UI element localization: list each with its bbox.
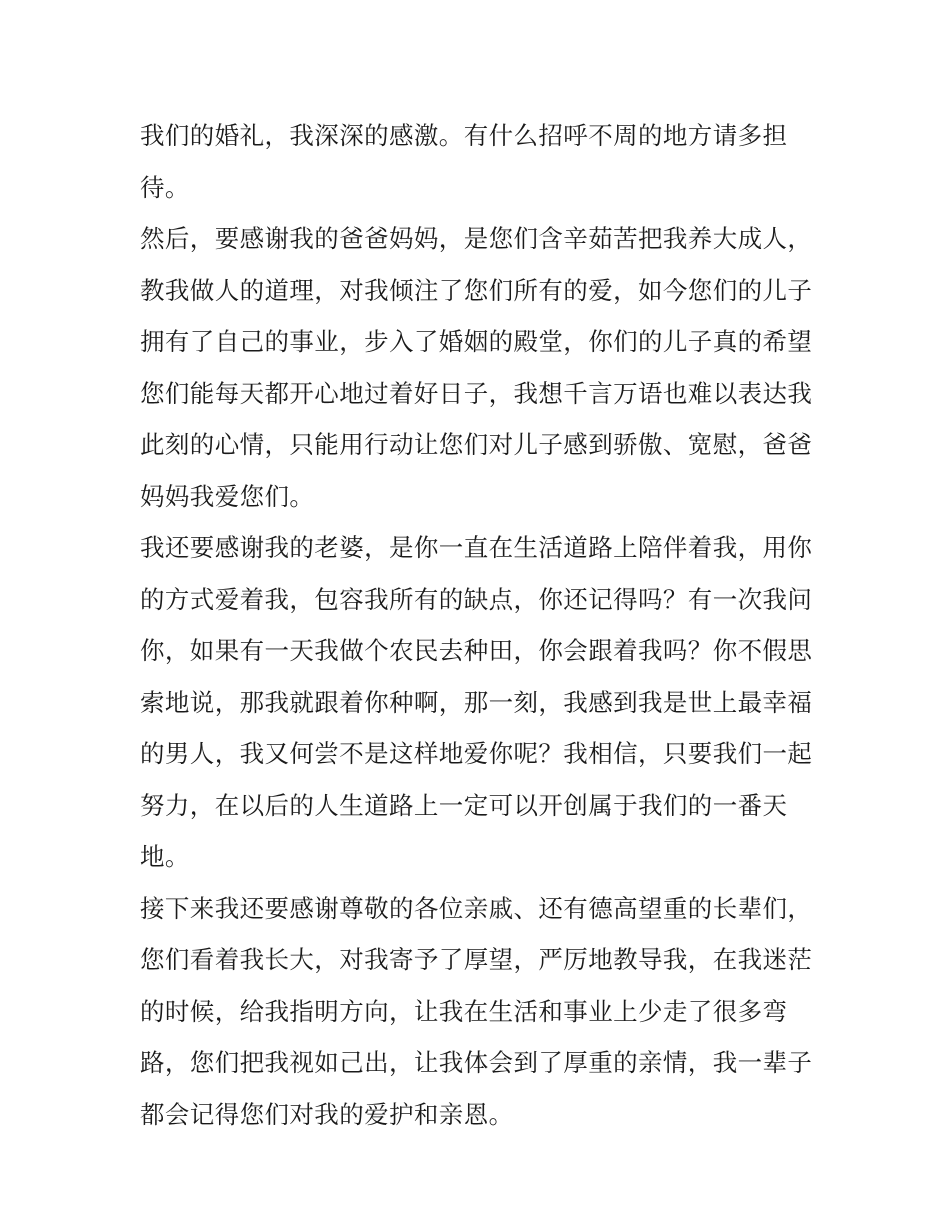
text-line: 我们的婚礼，我深深的感激。有什么招呼不周的地方请多担 (140, 121, 788, 150)
text-line: 您们看着我长大，对我寄予了厚望，严厉地教导我，在我迷茫 (140, 945, 813, 974)
text-line: 都会记得您们对我的爱护和亲恩。 (140, 1099, 514, 1129)
speech-text (140, 110, 820, 1140)
text-line: 路，您们把我视如己出，让我体会到了厚重的亲情，我一辈子 (140, 1048, 813, 1077)
text-line: 您们能每天都开心地过着好日子，我想千言万语也难以表达我 (140, 378, 813, 408)
text-line: 此刻的心情，只能用行动让您们对儿子感到骄傲、宽慰，爸爸 (140, 430, 813, 459)
text-line: 拥有了自己的事业，步入了婚姻的殿堂，你们的儿子真的希望 (140, 327, 813, 356)
text-line: 的方式爱着我，包容我所有的缺点，你还记得吗？有一次我问 (140, 584, 813, 614)
text-line: 努力，在以后的人生道路上一定可以开创属于我们的一番天 (140, 790, 788, 820)
text-line: 的时候，给我指明方向，让我在生活和事业上少走了很多弯 (140, 996, 788, 1026)
text-line: 你，如果有一天我做个农民去种田，你会跟着我吗？你不假思 (140, 636, 813, 665)
text-line: 待。 (140, 172, 190, 202)
text-line: 地。 (140, 842, 190, 871)
text-line: 教我做人的道理，对我倾注了您们所有的爱，如今您们的儿子 (140, 275, 813, 305)
text-line: 接下来我还要感谢尊敬的各位亲戚、还有德高望重的长辈们， (140, 893, 813, 923)
text-line: 的男人，我又何尝不是这样地爱你呢？我相信，只要我们一起 (140, 739, 813, 768)
text-line: 索地说，那我就跟着你种啊，那一刻，我感到我是世上最幸福 (140, 687, 813, 717)
text-line: 妈妈我爱您们。 (140, 481, 315, 511)
text-line: 然后，要感谢我的爸爸妈妈，是您们含辛茹苦把我养大成人， (140, 224, 813, 253)
text-line: 我还要感谢我的老婆，是你一直在生活道路上陪伴着我，用你 (140, 533, 813, 562)
